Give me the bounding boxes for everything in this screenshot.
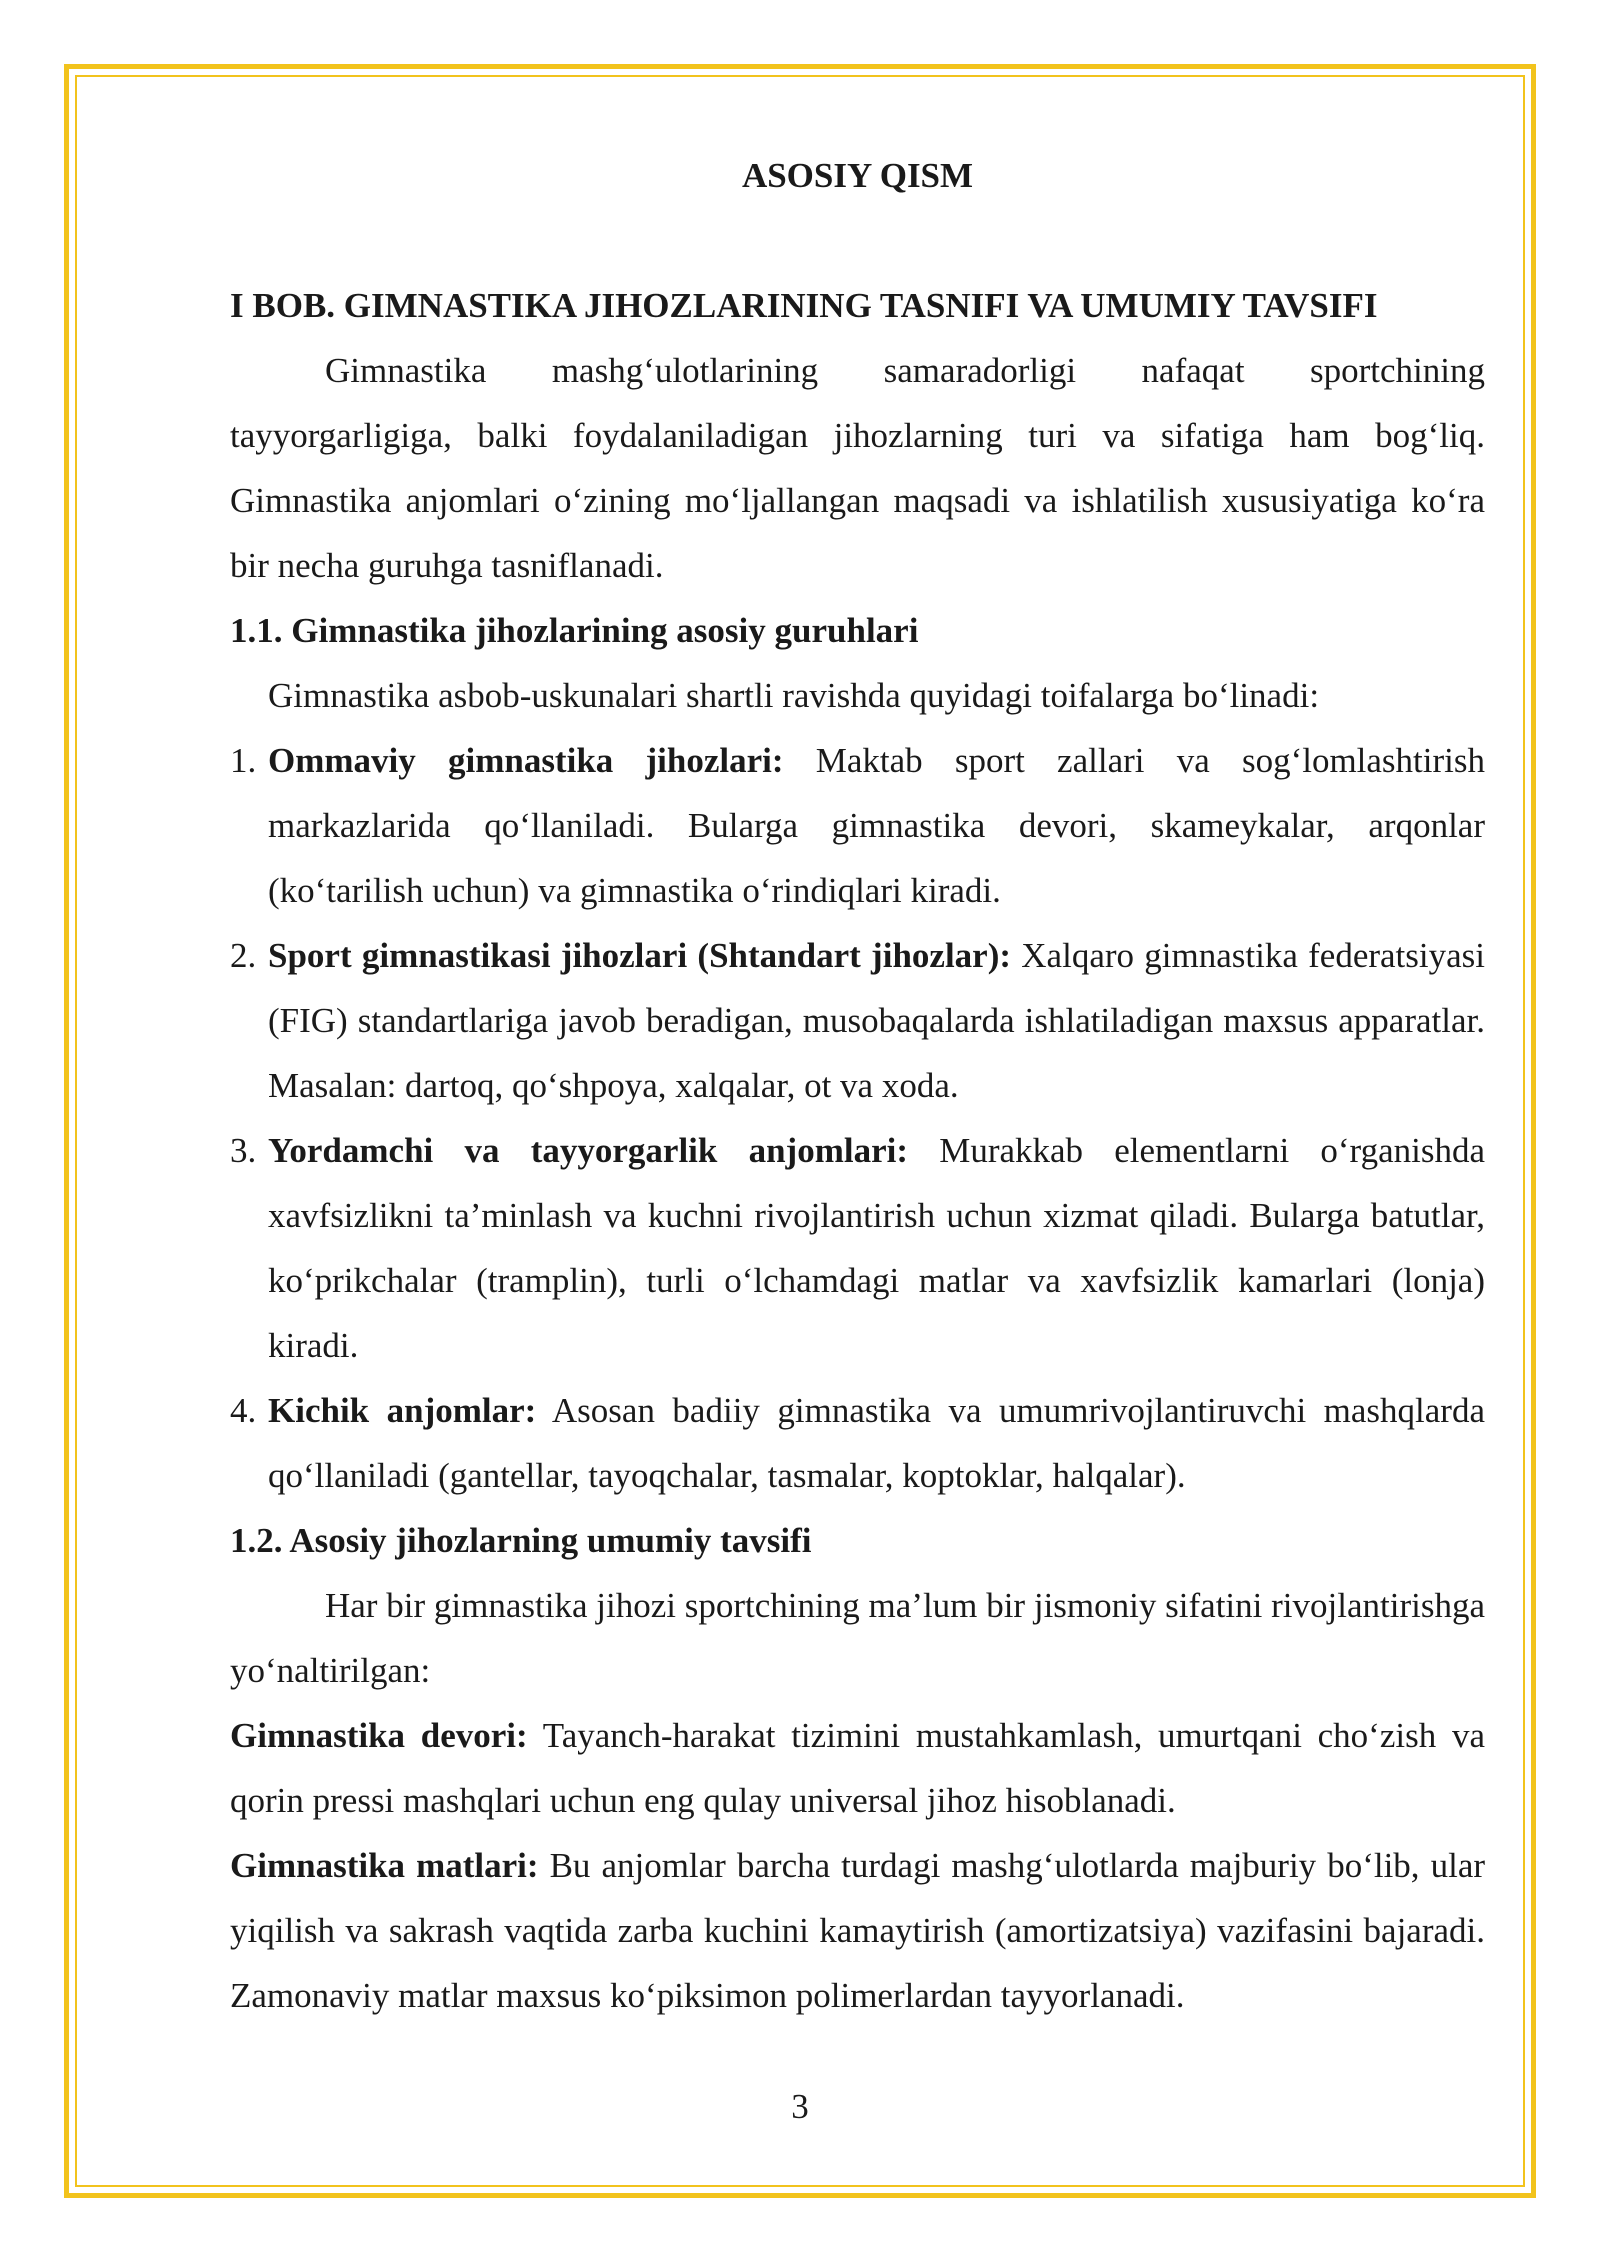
page-number: 3 xyxy=(791,2087,809,2126)
definition-term: Gimnastika devori: xyxy=(230,1716,528,1755)
equipment-groups-list xyxy=(230,728,1485,1508)
list-item-term: Yordamchi va tayyorgarlik anjomlari: xyxy=(268,1131,908,1170)
intro-paragraph: Gimnastika mashg‘ulotlarining samaradorligi nafaqat sportchining tayyorgarligiga, balki foydalaniladigan jihozlarning turi va sifatiga ham bog‘liq. Gimnastika anjomlari o‘zining mo‘ljallangan maqsadi va ishlatilish xususiyatiga ko‘ra bir necha guruhga tasniflanadi. xyxy=(230,351,1485,585)
list-item-number: 3. xyxy=(230,1131,257,1170)
definition-text: Bu anjomlar barcha turdagi mashg‘ulotlarda majburiy bo‘lib, ular yiqilish va sakrash vaqtida zarba kuchini kamaytirish (amortizatsiya) vazifasini bajaradi. Zamonaviy matlar maxsus ko‘piksimon polimerlardan tayyorlanadi. xyxy=(230,1846,1486,2015)
list-item xyxy=(230,1118,1485,1378)
page-title: ASOSIY QISM xyxy=(741,156,974,195)
chapter-heading: I BOB. GIMNASTIKA JIHOZLARINING TASNIFI VA UMUMIY TAVSIFI xyxy=(230,286,1378,325)
list-item-number: 4. xyxy=(230,1391,257,1430)
definition-paragraph xyxy=(230,1703,1485,1833)
definition-paragraph xyxy=(230,1833,1485,2028)
list-item-term: Kichik anjomlar: xyxy=(268,1391,537,1430)
list-item-term: Ommaviy gimnastika jihozlari: xyxy=(268,741,784,780)
definition-text: Tayanch-harakat tizimini mustahkamlash, umurtqani cho‘zish va qorin pressi mashqlari uchun eng qulay universal jihoz hisoblanadi. xyxy=(230,1716,1485,1820)
list-item xyxy=(230,923,1485,1118)
list-item xyxy=(230,1378,1485,1508)
list-item-number: 2. xyxy=(230,936,257,975)
section-heading-1-2: 1.2. Asosiy jihozlarning umumiy tavsifi xyxy=(230,1521,812,1560)
list-item-term: Sport gimnastikasi jihozlari (Shtandart jihozlar): xyxy=(268,936,1012,975)
list-item-text: Maktab sport zallari va sog‘lomlashtirish markazlarida qo‘llaniladi. Bularga gimnastika devori, skameykalar, arqonlar (ko‘tarilish uchun) va gimnastika o‘rindiqlari kiradi. xyxy=(268,741,1485,910)
definition-term: Gimnastika matlari: xyxy=(230,1846,539,1885)
document-flow xyxy=(230,273,1485,2028)
list-item-text: Murakkab elementlarni o‘rganishda xavfsizlikni ta’minlash va kuchni rivojlantirish uchun xizmat qiladi. Bularga batutlar, ko‘prikchalar (tramplin), turli o‘lchamdagi matlar va xavfsizlik kamarlari (lonja) kiradi. xyxy=(268,1131,1485,1365)
section-lead: Gimnastika asbob-uskunalari shartli ravishda quyidagi toifalarga bo‘linadi: xyxy=(268,676,1320,715)
section2-intro: Har bir gimnastika jihozi sportchining ma’lum bir jismoniy sifatini rivojlantirishga yo‘naltirilgan: xyxy=(230,1586,1485,1690)
list-item-text: Xalqaro gimnastika federatsiyasi (FIG) standartlariga javob beradigan, musobaqalarda ishlatiladigan maxsus apparatlar. Masalan: dartoq, qo‘shpoya, xalqalar, ot va xoda. xyxy=(268,936,1485,1105)
list-item-number: 1. xyxy=(230,741,257,780)
list-item-text: Asosan badiiy gimnastika va umumrivojlantiruvchi mashqlarda qo‘llaniladi (gantellar, tayoqchalar, tasmalar, koptoklar, halqalar). xyxy=(268,1391,1486,1495)
section-heading-1-1: 1.1. Gimnastika jihozlarining asosiy guruhlari xyxy=(230,611,919,650)
list-item xyxy=(230,728,1485,923)
